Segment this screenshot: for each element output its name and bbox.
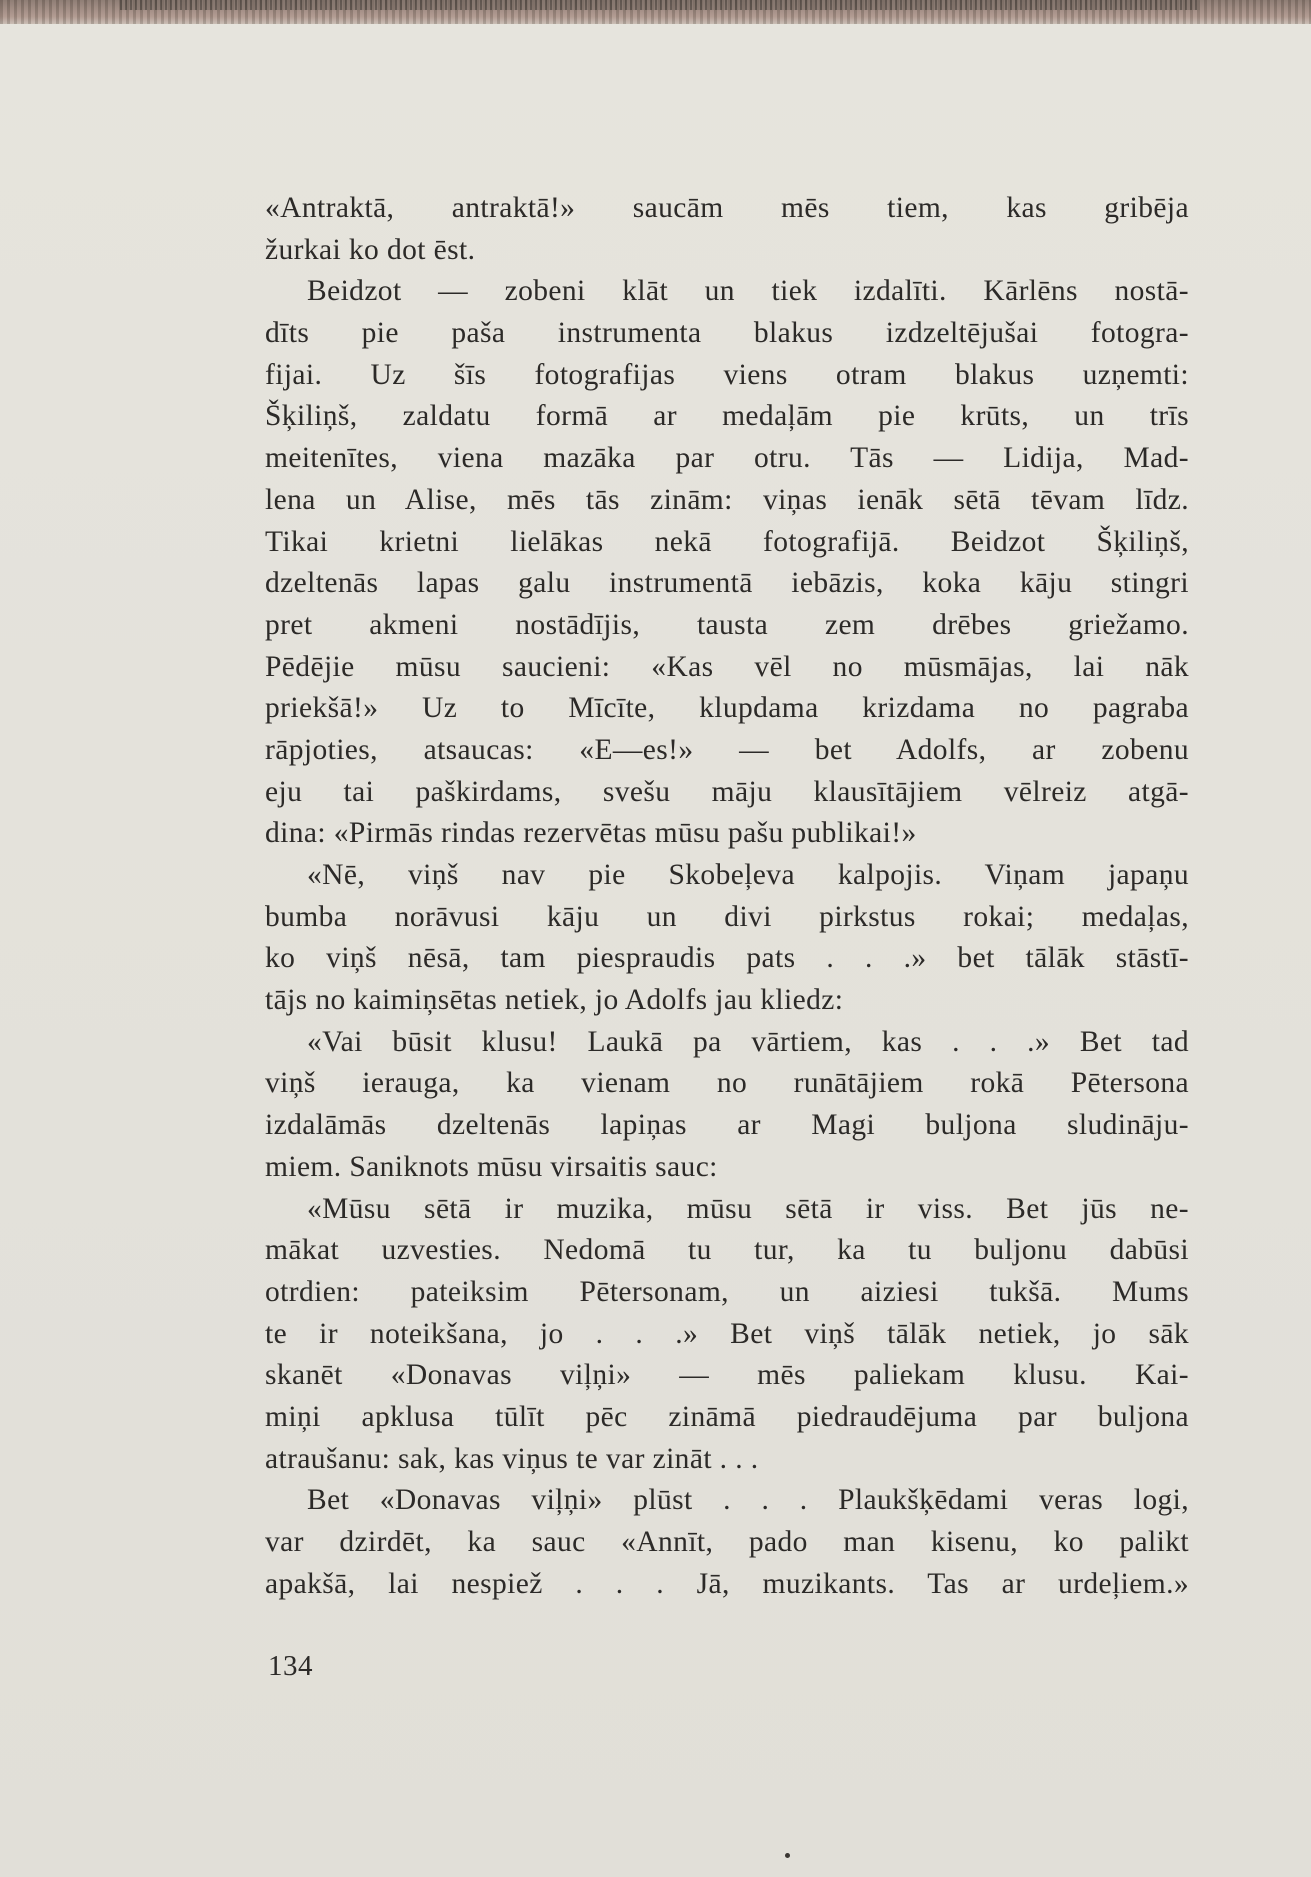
text-line: Beidzot — zobeni klāt un tiek izdalīti. Kārlēns nostā- — [307, 275, 1189, 308]
text-line: var dzirdēt, ka sauc «Annīt, pado man kisenu, ko palikt — [265, 1526, 1189, 1558]
text-line: skanēt «Donavas viļņi» — mēs paliekam klusu. Kai- — [265, 1359, 1189, 1392]
page-number: 134 — [268, 1650, 313, 1682]
text-line: miņi apklusa tūlīt pēc zināmā piedraudējuma par buljona — [265, 1400, 1189, 1433]
text-line: žurkai ko dot ēst. — [265, 233, 476, 266]
text-line: mākat uzvesties. Nedomā tu tur, ka tu buljonu dabūsi — [265, 1234, 1189, 1267]
text-line: «Antraktā, antraktā!» saucām mēs tiem, kas gribēja — [265, 192, 1189, 224]
text-line: meitenītes, viena mazāka par otru. Tās — Lidija, Mad- — [265, 442, 1189, 475]
text-line: bumba norāvusi kāju un divi pirkstus rokai; medaļas, — [265, 900, 1189, 933]
text-line: atraušanu: sak, kas viņus te var zināt . . . — [265, 1442, 759, 1475]
text-line: fijai. Uz šīs fotografijas viens otram blakus uzņemti: — [265, 358, 1189, 391]
text-line: Tikai krietni lielākas nekā fotografijā. Beidzot Šķiliņš, — [265, 525, 1189, 558]
paper-speck — [785, 1853, 790, 1858]
text-line: viņš ierauga, ka vienam no runātājiem rokā Pētersona — [265, 1067, 1189, 1100]
text-line: lena un Alise, mēs tās zinām: viņas ienāk sētā tēvam līdz. — [265, 483, 1189, 516]
text-line: izdalāmās dzeltenās lapiņas ar Magi buljona sludināju- — [265, 1109, 1189, 1142]
text-line: tājs no kaimiņsētas netiek, jo Adolfs jau kliedz: — [265, 984, 844, 1017]
text-line: miem. Saniknots mūsu virsaitis sauc: — [265, 1150, 718, 1183]
text-line: dīts pie paša instrumenta blakus izdzeltējušai fotogra- — [265, 317, 1189, 350]
text-line: te ir noteikšana, jo . . .» Bet viņš tālāk netiek, jo sāk — [265, 1317, 1189, 1350]
text-line: dina: «Pirmās rindas rezervētas mūsu pašu publikai!» — [265, 817, 917, 850]
text-line: «Vai būsit klusu! Laukā pa vārtiem, kas . . .» Bet tad — [307, 1025, 1189, 1058]
body-text — [265, 188, 1189, 1605]
text-line: eju tai paškirdams, svešu māju klausītājiem vēlreiz atgā- — [265, 775, 1189, 808]
text-line: ko viņš nēsā, tam piespraudis pats . . .» bet tālāk stāstī- — [265, 942, 1189, 975]
text-line: apakšā, lai nespiež . . . Jā, muzikants. Tas ar urdeļiem.» — [265, 1567, 1189, 1600]
text-line: pret akmeni nostādījis, tausta zem drēbes griežamo. — [265, 608, 1189, 641]
text-line: «Nē, viņš nav pie Skobeļeva kalpojis. Viņam japaņu — [307, 859, 1189, 891]
text-line: Šķiliņš, zaldatu formā ar medaļām pie krūts, un trīs — [265, 400, 1189, 433]
text-line: Bet «Donavas viļņi» plūst . . . Plaukšķēdami veras logi, — [307, 1484, 1189, 1517]
text-line: priekšā!» Uz to Mīcīte, klupdama krizdama no pagraba — [265, 692, 1189, 725]
text-line: «Mūsu sētā ir muzika, mūsu sētā ir viss. Bet jūs ne- — [307, 1192, 1189, 1225]
text-line: otrdien: pateiksim Pētersonam, un aiziesi tukšā. Mums — [265, 1275, 1189, 1308]
text-line: rāpjoties, atsaucas: «E—es!» — bet Adolfs, ar zobenu — [265, 733, 1189, 766]
text-line: dzeltenās lapas galu instrumentā iebāzis, koka kāju stingri — [265, 567, 1189, 600]
text-line: Pēdējie mūsu saucieni: «Kas vēl no mūsmājas, lai nāk — [265, 650, 1189, 683]
page-top-edge — [0, 0, 1311, 24]
